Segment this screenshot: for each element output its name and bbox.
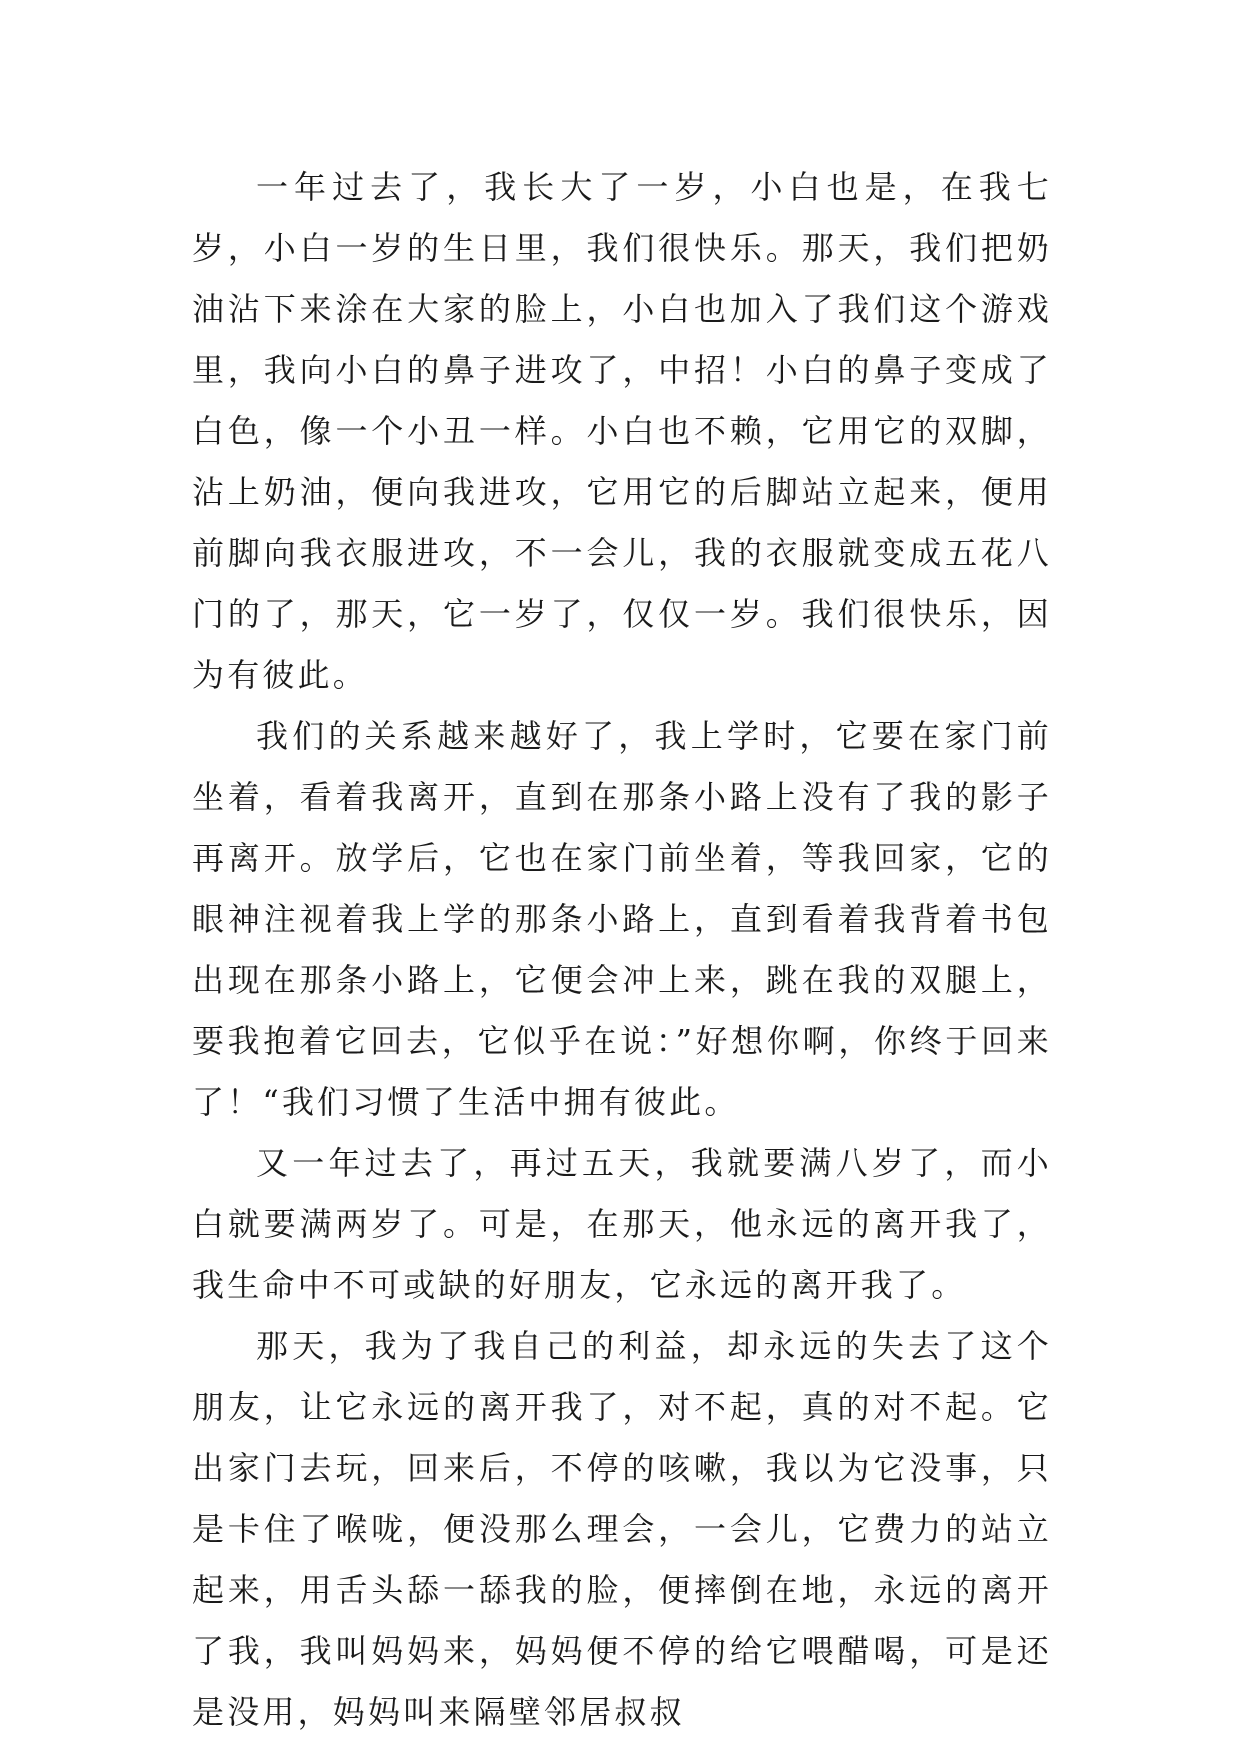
paragraph-3: 又一年过去了，再过五天，我就要满八岁了，而小白就要满两岁了。可是，在那天，他永远的离开我了，我生命中不可或缺的好朋友，它永远的离开我了。 [192,1144,1052,1304]
paragraph-2: 我们的关系越来越好了，我上学时，它要在家门前坐着，看着我离开，直到在那条小路上没有了我的影子再离开。放学后，它也在家门前坐着，等我回家，它的眼神注视着我上学的那条小路上，直到看着我背着书包出现在那条小路上，它便会冲上来，跳在我的双腿上，要我抱着它回去，它似乎在说：”好想你啊，你终于回来了！“我们习惯了生活中拥有彼此。 [192,717,1052,1121]
paragraph-1: 一年过去了，我长大了一岁，小白也是，在我七岁，小白一岁的生日里，我们很快乐。那天，我们把奶油沾下来涂在大家的脸上，小白也加入了我们这个游戏里，我向小白的鼻子进攻了，中招！小白的鼻子变成了白色，像一个小丑一样。小白也不赖，它用它的双脚，沾上奶油，便向我进攻，它用它的后脚站立起来，便用前脚向我衣服进攻，不一会儿，我的衣服就变成五花八门的了，那天，它一岁了，仅仅一岁。我们很快乐，因为有彼此。 [192,168,1052,694]
document-body [192,157,1052,1743]
paragraph-4: 那天，我为了我自己的利益，却永远的失去了这个朋友，让它永远的离开我了，对不起，真的对不起。它出家门去玩，回来后，不停的咳嗽，我以为它没事，只是卡住了喉咙，便没那么理会，一会儿，它费力的站立起来，用舌头舔一舔我的脸，便摔倒在地，永远的离开了我，我叫妈妈来，妈妈便不停的给它喂醋喝，可是还是没用，妈妈叫来隔壁邻居叔叔 [192,1327,1052,1731]
